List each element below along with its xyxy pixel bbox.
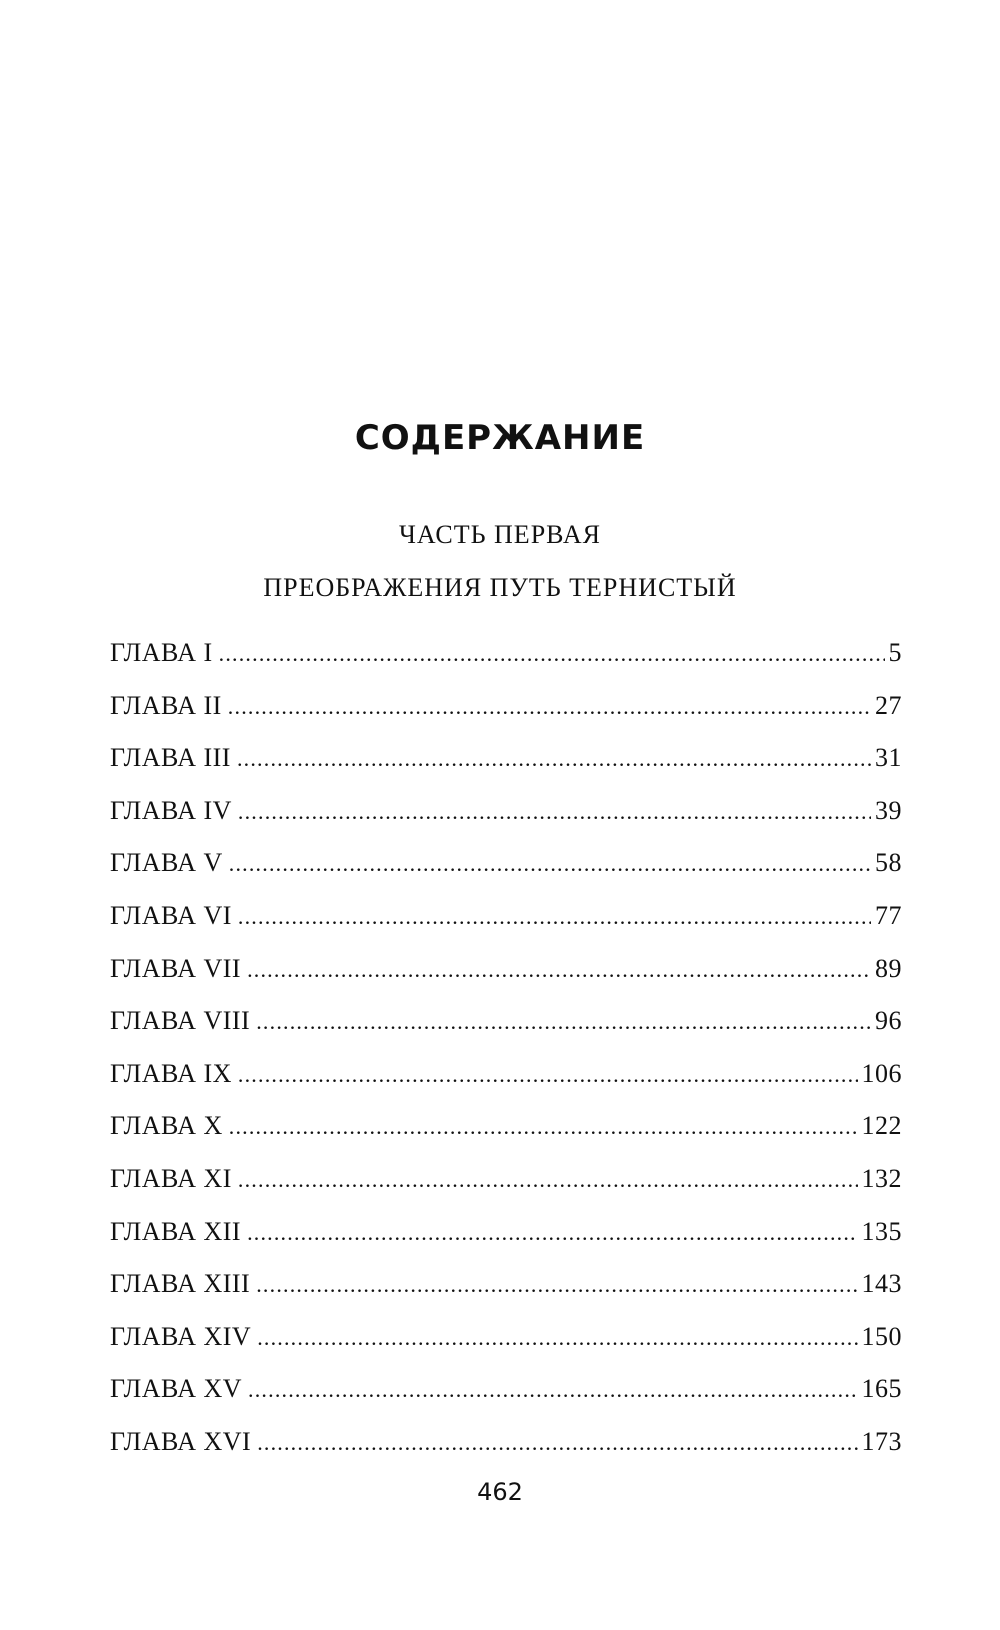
dot-leader (257, 1430, 857, 1456)
dot-leader (256, 1009, 871, 1035)
toc-entry (110, 1217, 902, 1270)
chapter-label: ГЛАВА IX (110, 1058, 232, 1088)
chapter-label: ГЛАВА XII (110, 1216, 242, 1246)
dot-leader (256, 1272, 857, 1298)
page-number: 462 (477, 1478, 523, 1506)
dot-leader (237, 746, 871, 772)
contents-heading: СОДЕРЖАНИЕ (354, 418, 646, 458)
toc-entry (110, 848, 902, 901)
chapter-label: ГЛАВА XVI (110, 1426, 252, 1456)
toc-entry (110, 1322, 902, 1375)
chapter-page-number: 58 (875, 848, 902, 878)
dot-leader (238, 904, 871, 930)
toc-entry (110, 1427, 902, 1480)
dot-leader (248, 1377, 857, 1403)
chapter-label: ГЛАВА V (110, 848, 223, 878)
chapter-page-number: 5 (888, 638, 902, 667)
chapter-label: ГЛАВА II (110, 690, 222, 720)
toc-entry (110, 954, 902, 1007)
chapter-page-number: 173 (861, 1426, 902, 1456)
toc-entry (110, 901, 902, 954)
table-of-contents (110, 638, 902, 1480)
chapter-label: ГЛАВА III (110, 743, 231, 773)
chapter-label: ГЛАВА XIV (110, 1321, 252, 1351)
chapter-page-number: 135 (861, 1216, 902, 1246)
chapter-label: ГЛАВА I (110, 638, 213, 667)
chapter-page-number: 39 (875, 795, 902, 825)
chapter-page-number: 143 (861, 1269, 902, 1299)
part-label: ЧАСТЬ ПЕРВАЯ (399, 520, 601, 549)
dot-leader (238, 1167, 858, 1193)
dot-leader (229, 851, 871, 877)
toc-entry (110, 638, 902, 691)
chapter-label: ГЛАВА VI (110, 900, 232, 930)
chapter-page-number: 150 (861, 1321, 902, 1351)
toc-entry (110, 796, 902, 849)
chapter-label: ГЛАВА XIII (110, 1269, 251, 1299)
chapter-page-number: 89 (875, 953, 902, 983)
chapter-page-number: 132 (861, 1163, 902, 1193)
chapter-page-number: 27 (875, 690, 902, 720)
toc-entry (110, 1269, 902, 1322)
chapter-label: ГЛАВА IV (110, 795, 232, 825)
dot-leader (228, 694, 871, 720)
dot-leader (219, 641, 885, 667)
dot-leader (238, 799, 871, 825)
chapter-label: ГЛАВА VIII (110, 1006, 251, 1036)
chapter-page-number: 31 (875, 743, 902, 773)
dot-leader (238, 1062, 858, 1088)
dot-leader (229, 1114, 858, 1140)
chapter-label: ГЛАВА XV (110, 1374, 243, 1404)
toc-entry (110, 743, 902, 796)
toc-entry (110, 1164, 902, 1217)
chapter-page-number: 165 (861, 1374, 902, 1404)
dot-leader (247, 1220, 857, 1246)
dot-leader (257, 1325, 857, 1351)
toc-entry (110, 1006, 902, 1059)
dot-leader (247, 957, 871, 983)
chapter-page-number: 96 (875, 1006, 902, 1036)
chapter-page-number: 77 (875, 900, 902, 930)
chapter-label: ГЛАВА XI (110, 1163, 232, 1193)
toc-entry (110, 1059, 902, 1112)
chapter-page-number: 106 (861, 1058, 902, 1088)
chapter-label: ГЛАВА X (110, 1111, 223, 1141)
toc-entry (110, 1374, 902, 1427)
part-title: ПРЕОБРАЖЕНИЯ ПУТЬ ТЕРНИСТЫЙ (263, 573, 737, 602)
toc-entry (110, 1111, 902, 1164)
chapter-label: ГЛАВА VII (110, 953, 242, 983)
toc-entry (110, 691, 902, 744)
chapter-page-number: 122 (861, 1111, 902, 1141)
